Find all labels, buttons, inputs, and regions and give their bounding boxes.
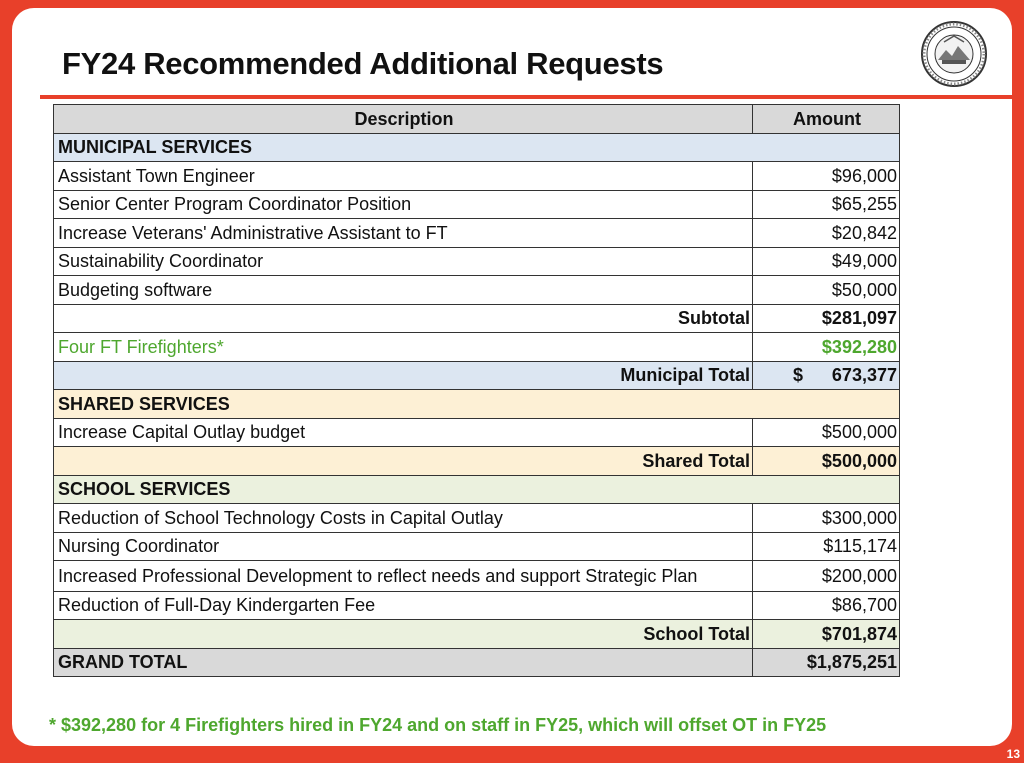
row-description: Increase Veterans' Administrative Assistant to FT (54, 219, 753, 248)
row-amount: $115,174 (753, 532, 900, 561)
shared-total-amount: $500,000 (753, 447, 900, 476)
page-title: FY24 Recommended Additional Requests (62, 46, 664, 81)
row-description: Nursing Coordinator (54, 532, 753, 561)
row-description: Budgeting software (54, 276, 753, 305)
school-total-label: School Total (54, 620, 753, 649)
table-row (54, 219, 900, 248)
row-amount: $200,000 (753, 561, 900, 592)
school-total-row (54, 620, 900, 649)
row-description: Increased Professional Development to reflect needs and support Strategic Plan (54, 561, 753, 592)
municipal-total-cell (753, 361, 900, 390)
firefighters-row (54, 333, 900, 362)
row-amount: $300,000 (753, 504, 900, 533)
school-section-row (54, 475, 900, 504)
row-amount: $49,000 (753, 247, 900, 276)
firefighters-label: Four FT Firefighters* (54, 333, 753, 362)
table-row (54, 162, 900, 191)
school-total-amount: $701,874 (753, 620, 900, 649)
table-header-row (54, 105, 900, 134)
shared-total-row (54, 447, 900, 476)
row-description: Senior Center Program Coordinator Position (54, 190, 753, 219)
subtotal-amount: $281,097 (753, 304, 900, 333)
row-description: Increase Capital Outlay budget (54, 418, 753, 447)
firefighters-amount: $392,280 (753, 333, 900, 362)
table-row (54, 276, 900, 305)
row-amount: $96,000 (753, 162, 900, 191)
row-amount: $65,255 (753, 190, 900, 219)
grand-total-amount: $1,875,251 (753, 648, 900, 677)
title-divider (40, 95, 1012, 99)
shared-section-row (54, 390, 900, 419)
school-section-label: SCHOOL SERVICES (54, 475, 900, 504)
row-description: Sustainability Coordinator (54, 247, 753, 276)
row-amount: $500,000 (753, 418, 900, 447)
municipal-section-row (54, 133, 900, 162)
subtotal-label: Subtotal (54, 304, 753, 333)
municipal-total-currency: $ (793, 365, 804, 386)
row-amount: $86,700 (753, 591, 900, 620)
table-row (54, 532, 900, 561)
municipal-total-row (54, 361, 900, 390)
table-row (54, 190, 900, 219)
amount-column-header: Amount (753, 105, 900, 134)
table-row (54, 247, 900, 276)
requests-table-container (53, 104, 900, 677)
table-row (54, 418, 900, 447)
municipal-total-label: Municipal Total (54, 361, 753, 390)
town-seal-icon (920, 20, 988, 88)
requests-table (53, 104, 900, 677)
grand-total-label: GRAND TOTAL (54, 648, 753, 677)
page-number: 13 (1006, 747, 1020, 761)
table-row (54, 504, 900, 533)
footnote: * $392,280 for 4 Firefighters hired in FY24 and on staff in FY25, which will offset OT in FY25 (49, 715, 827, 735)
municipal-section-label: MUNICIPAL SERVICES (54, 133, 900, 162)
grand-total-row (54, 648, 900, 677)
row-description: Reduction of School Technology Costs in Capital Outlay (54, 504, 753, 533)
description-column-header: Description (54, 105, 753, 134)
shared-total-label: Shared Total (54, 447, 753, 476)
municipal-total-amount: 673,377 (831, 365, 897, 386)
table-row (54, 561, 900, 592)
row-amount: $50,000 (753, 276, 900, 305)
row-description: Reduction of Full-Day Kindergarten Fee (54, 591, 753, 620)
table-row (54, 591, 900, 620)
municipal-subtotal-row (54, 304, 900, 333)
row-description: Assistant Town Engineer (54, 162, 753, 191)
row-amount: $20,842 (753, 219, 900, 248)
shared-section-label: SHARED SERVICES (54, 390, 900, 419)
